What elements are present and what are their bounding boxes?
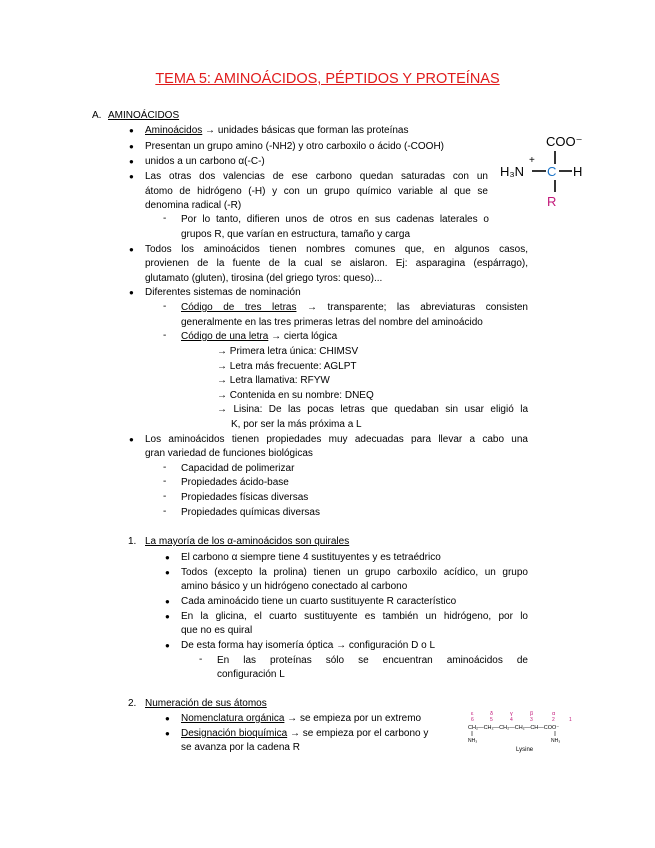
bullet-icon: ● <box>129 288 134 297</box>
arrow-item: → Contenida en su nombre: DNEQ <box>217 390 374 401</box>
s1-bullet-tetraedrico: El carbono α siempre tiene 4 sustituyentes y es tetraédrico <box>181 552 441 563</box>
lysine-chain: CH₂—CH₂—CH₂—CH₂—CH—COO⁻ <box>468 725 560 731</box>
section-a-heading: AMINOÁCIDOS <box>108 110 180 121</box>
term-una-letra: Código de una letra <box>181 331 269 342</box>
s2-bullet-nomenclatura-text: → se empieza por un extremo <box>284 713 422 724</box>
s1-bullet-isomeria: De esta forma hay isomería óptica → configuración D o L <box>181 640 436 651</box>
dash-icon: - <box>163 491 167 502</box>
number-label: 2 <box>552 717 555 723</box>
bullet-icon: ● <box>129 157 134 166</box>
bullet-icon: ● <box>129 142 134 151</box>
number-label: 6 <box>471 717 474 723</box>
arrow-lisina-l2: K, por ser la más próxima a L <box>231 419 362 430</box>
bullet-icon: ● <box>165 729 170 738</box>
section-a-marker: A. <box>92 110 102 121</box>
bullet-icon: ● <box>165 597 170 606</box>
arrow-lisina-l1: → Lisina: De las pocas letras que quedaban sin usar eligió la <box>217 404 528 415</box>
greek-label: γ <box>510 711 513 717</box>
term-tres-letras: Código de tres letras <box>181 302 297 313</box>
greek-label: ε <box>471 711 474 717</box>
bullet-propiedades-l1: Los aminoácidos tienen propiedades muy adecuadas para llevar a cabo una <box>145 434 528 445</box>
sub-una-letra <box>181 330 337 343</box>
r-group-label: R <box>547 194 557 209</box>
coo-label: COO⁻ <box>546 134 583 149</box>
bullet-icon: ● <box>165 641 170 650</box>
s2-bullet-nomenclatura <box>181 712 421 725</box>
sub-difieren-l2: grupos R, que varían en estructura, tamaño y carga <box>181 229 411 240</box>
s1-bullet-glicina-l1: En la glicina, el cuarto sustituyente es también un hidrógeno, por lo <box>181 611 528 622</box>
s1-sub-proteinas-l2: configuración L <box>217 669 285 680</box>
nh3-right-label: NH₃ <box>551 738 561 744</box>
dash-icon: - <box>163 330 167 341</box>
s1-sub-proteinas-l1: En las proteínas sólo se encuentran aminoácidos de <box>217 655 528 666</box>
dash-icon: - <box>163 476 167 487</box>
bullet-aminoacidos <box>145 124 409 137</box>
greek-label: α <box>552 711 556 717</box>
lysine-caption: Lysine <box>516 747 534 753</box>
bullet-amino-carboxilo: Presentan un grupo amino (-NH2) y otro carboxilo o ácido (-COOH) <box>145 141 445 152</box>
bullet-icon: ● <box>129 435 134 444</box>
s2-bullet-designacion <box>181 727 428 740</box>
bullet-nominacion: Diferentes sistemas de nominación <box>145 287 301 298</box>
dash-icon: - <box>163 301 167 312</box>
s1-bullet-sustituyente: Cada aminoácido tiene un cuarto sustituyente R característico <box>181 596 457 607</box>
amino-acid-structure <box>496 128 596 212</box>
section-1-marker: 1. <box>128 536 137 547</box>
greek-label: δ <box>490 711 494 717</box>
section-2-marker: 2. <box>128 698 137 709</box>
bullet-nombres-l2: provienen de la fuente de la cual se aislaron. Ej: asparagina (espárrago), <box>145 258 528 269</box>
h-label: H <box>573 164 583 179</box>
bullet-valencias-l1: Las otras dos valencias de ese carbono quedan saturadas con un <box>145 171 488 182</box>
bullet-nombres-l1: Todos los aminoácidos tienen nombres comunes que, en algunos casos, <box>145 244 528 255</box>
number-label: 4 <box>510 717 513 723</box>
dash-icon: - <box>163 462 167 473</box>
bullet-icon: ● <box>129 245 134 254</box>
s2-bullet-designacion-text: → se empieza por el carbono y <box>287 728 429 739</box>
bullet-valencias-l3: denomina radical (-R) <box>145 200 242 211</box>
lysine-figure <box>468 708 590 754</box>
bullet-icon: ● <box>129 172 134 181</box>
section-2-heading: Numeración de sus átomos <box>145 698 267 709</box>
h3n-label: H₃N <box>500 164 525 179</box>
sub-difieren-l1: Por lo tanto, difieren unos de otros en sus cadenas laterales o <box>181 214 489 225</box>
arrow-item: → Letra llamativa: RFYW <box>217 375 330 386</box>
greek-label: β <box>530 711 534 717</box>
number-label: 3 <box>530 717 533 723</box>
arrow-item: → Primera letra única: CHIMSV <box>217 346 359 357</box>
section-1-heading: La mayoría de los α-aminoácidos son quirales <box>145 536 350 547</box>
bullet-icon: ● <box>165 714 170 723</box>
s2-bullet-designacion-l2: se avanza por la cadena R <box>181 742 300 753</box>
sub-propiedad: Propiedades ácido-base <box>181 477 289 488</box>
dash-icon: - <box>199 654 203 665</box>
number-label: 5 <box>490 717 493 723</box>
sub-tres-letras-l1 <box>181 301 528 314</box>
sub-tres-letras-text: → transparente; las abreviaturas consisten <box>296 302 528 313</box>
bullet-icon: ● <box>129 126 134 135</box>
nh3-left-label: NH₃ <box>468 738 478 744</box>
sub-propiedad: Propiedades físicas diversas <box>181 492 309 503</box>
bullet-icon: ● <box>165 553 170 562</box>
dash-icon: - <box>163 506 167 517</box>
alpha-carbon-label: C <box>547 164 557 179</box>
bullet-icon: ● <box>165 612 170 621</box>
plus-label: + <box>529 155 535 166</box>
number-label: 1 <box>569 717 572 723</box>
dash-icon: - <box>163 213 167 224</box>
bullet-aminoacidos-text: → unidades básicas que forman las proteínas <box>202 125 409 136</box>
bullet-valencias-l2: átomo de hidrógeno (-H) y con un grupo químico variable al que se <box>145 186 488 197</box>
term-nomenclatura: Nomenclatura orgánica <box>181 713 285 724</box>
bullet-icon: ● <box>165 568 170 577</box>
sub-propiedad: Propiedades químicas diversas <box>181 507 320 518</box>
page-title: TEMA 5: AMINOÁCIDOS, PÉPTIDOS Y PROTEÍNAS <box>155 71 500 87</box>
s1-bullet-glicina-l2: que no es quiral <box>181 625 253 636</box>
term-aminoacidos: Aminoácidos <box>145 125 203 136</box>
arrow-item: → Letra más frecuente: AGLPT <box>217 361 357 372</box>
bullet-carbono-alfa: unidos a un carbono α(-C-) <box>145 156 265 167</box>
sub-una-letra-text: → cierta lógica <box>268 331 338 342</box>
term-designacion: Designación bioquímica <box>181 728 288 739</box>
bullet-propiedades-l2: gran variedad de funciones biológicas <box>145 448 313 459</box>
sub-propiedad: Capacidad de polimerizar <box>181 463 295 474</box>
sub-tres-letras-l2: generalmente en las tres primeras letras del nombre del aminoácido <box>181 317 483 328</box>
bullet-nombres-l3: glutamato (gluten), tirosina (del griego tyros: queso)... <box>145 273 383 284</box>
s1-bullet-prolina-l2: amino básico y un hidrógeno conectado al carbono <box>181 581 408 592</box>
s1-bullet-prolina-l1: Todos (excepto la prolina) tienen un grupo carboxilo acídico, un grupo <box>181 567 528 578</box>
